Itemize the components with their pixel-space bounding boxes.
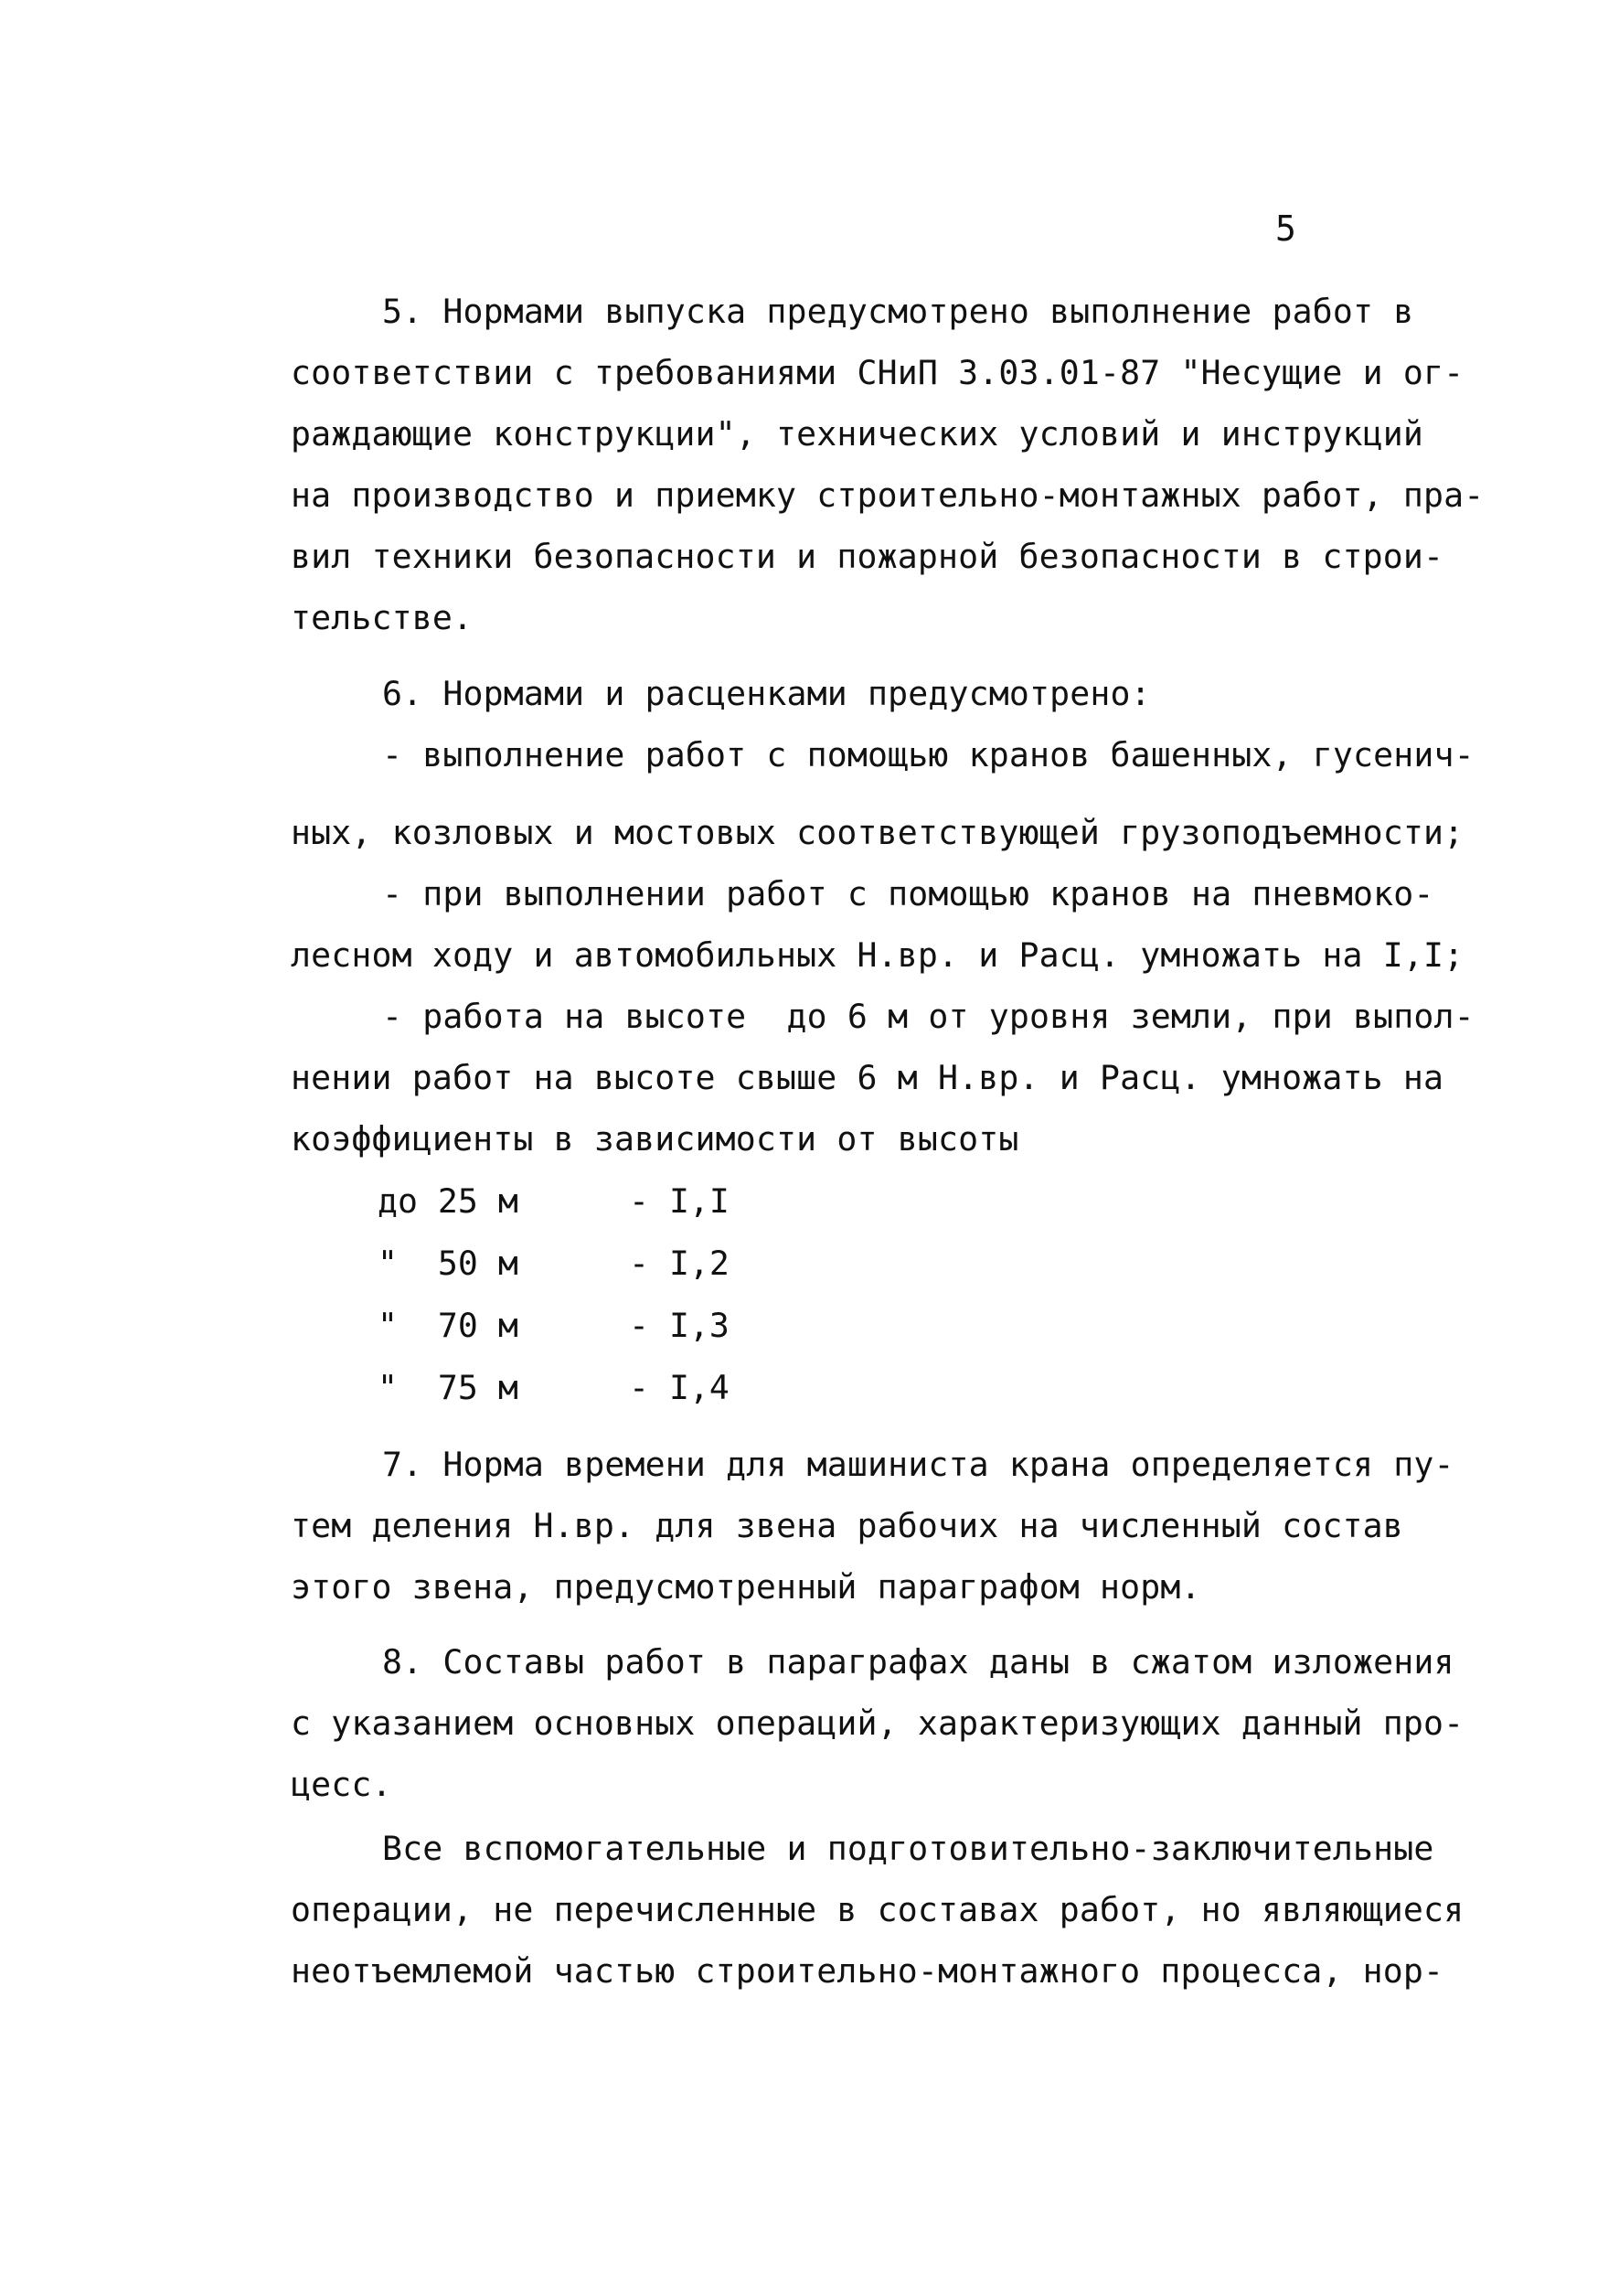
page-number: 5 <box>1275 208 1296 249</box>
paragraph-5-line-3: раждающие конструкции", технических условий и инструкций <box>291 414 1423 454</box>
coefficient-height-2: " 50 м <box>378 1244 518 1283</box>
paragraph-5-line-2: соответствии с требованиями СНиП 3.03.01-87 "Несущие и ог- <box>291 353 1465 392</box>
paragraph-7-line-1: 7. Норма времени для машиниста крана определяется пу- <box>382 1445 1454 1484</box>
paragraph-6-line-8: коэффициенты в зависимости от высоты <box>291 1119 1019 1159</box>
paragraph-9-line-1: Все вспомогательные и подготовительно-заключительные <box>382 1829 1434 1868</box>
paragraph-6-line-3: ных, козловых и мостовых соответствующей грузоподъемности; <box>291 813 1465 852</box>
paragraph-5-line-1: 5. Нормами выпуска предусмотрено выполнение работ в <box>382 292 1414 331</box>
paragraph-9-line-3: неотъемлемой частью строительно-монтажного процесса, нор- <box>291 1951 1444 1991</box>
paragraph-6-line-7: нении работ на высоте свыше 6 м Н.вр. и Расц. умножать на <box>291 1058 1444 1097</box>
coefficient-value-1: - I,I <box>629 1181 730 1221</box>
paragraph-6-line-2: - выполнение работ с помощью кранов башенных, гусенич- <box>382 735 1475 774</box>
coefficient-value-4: - I,4 <box>629 1368 730 1407</box>
paragraph-8-line-2: с указанием основных операций, характеризующих данный про- <box>291 1703 1465 1743</box>
coefficient-height-1: до 25 м <box>378 1181 518 1221</box>
coefficient-height-4: " 75 м <box>378 1368 518 1407</box>
coefficient-height-3: " 70 м <box>378 1306 518 1345</box>
paragraph-9-line-2: операции, не перечисленные в составах работ, но являющиеся <box>291 1890 1465 1929</box>
paragraph-8-line-3: цесс. <box>291 1765 392 1804</box>
paragraph-6-line-6: - работа на высоте до 6 м от уровня земли, при выпол- <box>382 997 1475 1036</box>
paragraph-6-line-4: - при выполнении работ с помощью кранов на пневмоко- <box>382 874 1434 913</box>
coefficient-value-2: - I,2 <box>629 1244 730 1283</box>
paragraph-5-line-5: вил техники безопасности и пожарной безопасности в строи- <box>291 537 1444 576</box>
paragraph-7-line-3: этого звена, предусмотренный параграфом норм. <box>291 1567 1201 1607</box>
paragraph-6-line-1: 6. Нормами и расценками предусмотрено: <box>382 674 1151 713</box>
coefficient-value-3: - I,3 <box>629 1306 730 1345</box>
paragraph-7-line-2: тем деления Н.вр. для звена рабочих на численный состав <box>291 1506 1403 1545</box>
paragraph-8-line-1: 8. Составы работ в параграфах даны в сжатом изложения <box>382 1642 1454 1682</box>
paragraph-5-line-4: на производство и приемку строительно-монтажных работ, пра- <box>291 475 1485 515</box>
paragraph-5-line-6: тельстве. <box>291 598 474 637</box>
paragraph-6-line-5: лесном ходу и автомобильных Н.вр. и Расц. умножать на I,I; <box>291 935 1465 975</box>
